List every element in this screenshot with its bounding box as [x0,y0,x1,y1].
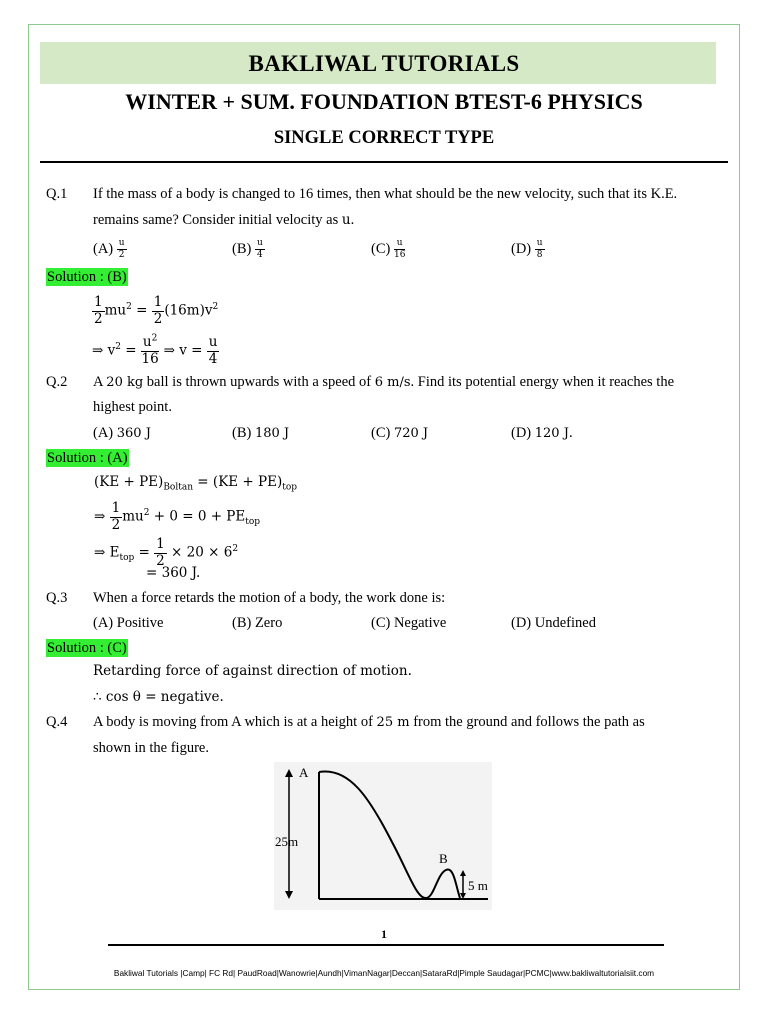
label-b: B [439,851,448,866]
institute-name: BAKLIWAL TUTORIALS [248,51,520,76]
q1-solution-eq1: $\frac{1}{2}$ $mu^2$ = $\frac{1}{2}$ $(16m)v^2$ [94,294,219,327]
q4-text-line2: shown in the figure. [93,740,209,756]
arrow-head-up-small-icon [460,870,466,876]
q2-option-a: (A) 360 J [93,425,151,441]
page-number: 1 [381,927,387,941]
q3-option-a: (A) Positive [93,615,164,631]
q2-option-c: (C) 720 J [371,425,429,441]
q2-option-d: (D) 120 J. [511,425,573,441]
q1-number: Q.1 [46,186,68,202]
q3-option-c: (C) Negative [371,615,447,631]
footer-divider [108,944,664,946]
q2-text-line1: A 20 kg ball is thrown upwards with a speed of 6 m/s. Find its potential energy when it reaches the [93,374,675,390]
q3-option-b: (B) Zero [232,615,283,631]
q3-solution-label: Solution : (C) [47,640,127,656]
q1-solution-label: Solution : (B) [47,269,127,285]
q2-solution-eq3: ⇒ $E_{top}$ = $\frac{1}{2}$ × $20 \times 6^2$ [94,536,239,569]
q2-number: Q.2 [46,374,68,390]
arrow-head-down-icon [285,891,293,899]
q3-option-d: (D) Undefined [511,615,596,631]
q4-text-line1: A body is moving from A which is at a height of 25 m from the ground and follows the path as [93,714,645,730]
q3-solution-line1: Retarding force of against direction of motion. [93,663,412,679]
q2-solution-eq4: = 360 J. [146,565,201,581]
header-divider [40,161,728,163]
label-a: A [299,765,309,780]
q1-text-line2: remains same? Consider initial velocity as u. [93,212,355,228]
path-curve [319,771,460,898]
q4-figure [274,762,492,910]
q1-solution-eq2: ⇒ $v^2$ = $\frac{u^2}{16}$ ⇒ v = $\frac{u}{4}$ [92,333,218,367]
q2-solution-eq1: $(KE + PE)_{Boltan} = (KE + PE)_{top}$ [94,474,298,493]
label-25m: 25m [275,834,299,849]
q1-text-line1: If the mass of a body is changed to 16 times, then what should be the new velocity, such that its K.E. [93,186,678,202]
q1-option-b: (B) $\frac{u}{4}$ [232,238,263,260]
q2-solution-label: Solution : (A) [47,450,128,466]
q1-option-d: (D) $\frac{u}{8}$ [511,238,543,260]
q3-solution-line2: ∴ cos θ = negative. [93,689,224,705]
q1-option-c: (C) $\frac{u}{16}$ [371,238,406,260]
section-title: SINGLE CORRECT TYPE [273,128,495,148]
q2-option-b: (B) 180 J [232,425,290,441]
q3-text: When a force retards the motion of a body, the work done is: [93,590,446,606]
label-5m: 5 m [468,878,488,893]
footer-address: Bakliwal Tutorials |Camp| FC Rd| PaudRoad|Wanowrie|Aundh|VimanNagar|Deccan|SataraRd|Pimple Saudagar|PCMC|www.bakliwaltutorialsiit.com [113,968,655,978]
arrow-head-up-icon [285,769,293,777]
q4-number: Q.4 [46,714,68,730]
q1-option-a: (A) $\frac{u}{2}$ [93,238,125,260]
exam-title: WINTER + SUM. FOUNDATION BTEST-6 PHYSICS [125,89,643,114]
q3-number: Q.3 [46,590,68,606]
q2-text-line2: highest point. [93,399,172,415]
q2-solution-eq2: ⇒ $\frac{1}{2}$ $mu^2 + 0 = 0 + PE_{top}$ [94,500,261,533]
